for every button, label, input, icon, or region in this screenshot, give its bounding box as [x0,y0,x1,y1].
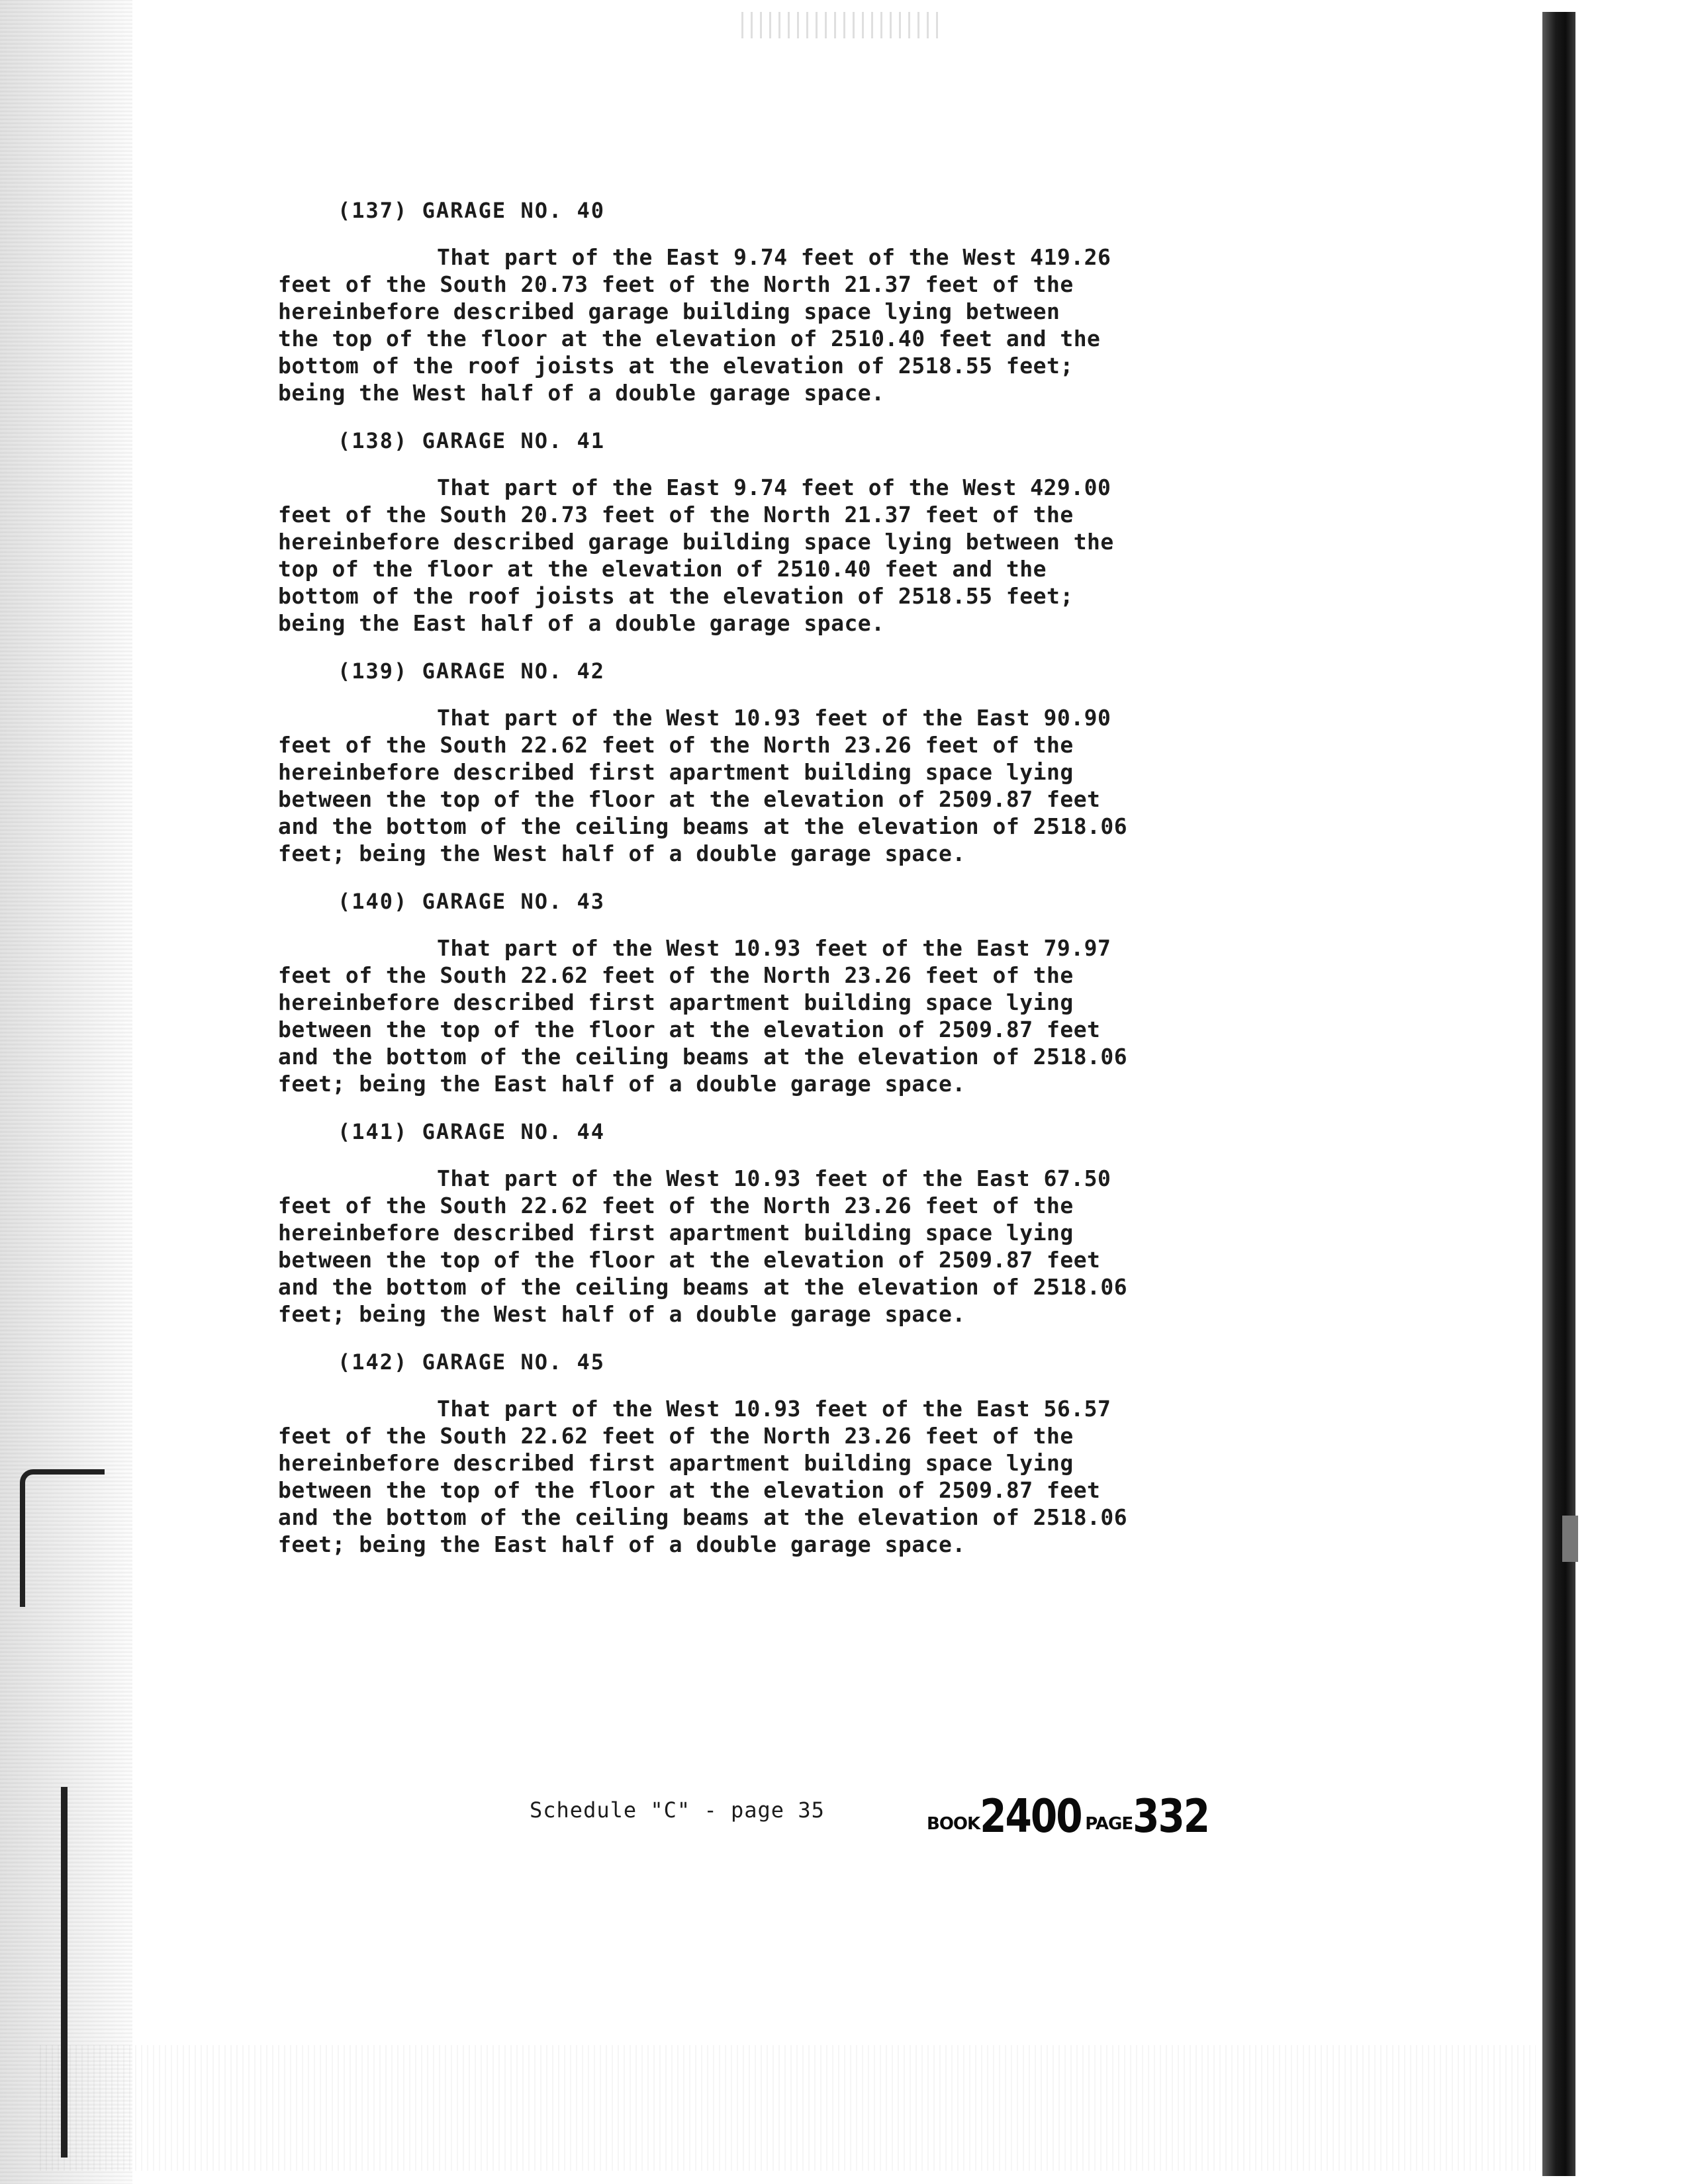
book-label: BOOK [927,1814,980,1834]
parcel-entry [278,883,1337,1097]
parcel-description: That part of the West 10.93 feet of the East 67.50 feet of the South 22.62 feet of the North 23.26 feet of the hereinbefore described first apartment building space lying between the top of the floor at the elevation of 2509.87 feet and the bottom of the ceiling beams at the elevation of 2518.06 feet; being the West half of a double garage space. [278,1165,1128,1327]
parcel-entry [278,422,1337,637]
page-footer [530,1789,1258,1843]
parcel-description: That part of the West 10.93 feet of the East 79.97 feet of the South 22.62 feet of the North 23.26 feet of the hereinbefore described first apartment building space lying between the top of the floor at the elevation of 2509.87 feet and the bottom of the ceiling beams at the elevation of 2518.06 feet; being the East half of a double garage space. [278,935,1128,1097]
page-label: PAGE [1085,1814,1133,1834]
page-number: 332 [1133,1789,1209,1843]
parcel-description: That part of the West 10.93 feet of the East 56.57 feet of the South 22.62 feet of the North 23.26 feet of the hereinbefore described first apartment building space lying between the top of the floor at the elevation of 2509.87 feet and the bottom of the ceiling beams at the elevation of 2518.06 feet; being the East half of a double garage space. [278,1396,1128,1557]
parcel-heading: (139) GARAGE NO. 42 [338,659,606,684]
document-body [278,192,1337,1574]
parcel-heading: (141) GARAGE NO. 44 [338,1119,606,1144]
book-number: 2400 [980,1789,1082,1843]
binding-mark [1562,1516,1578,1562]
binding-shadow [1542,12,1575,2176]
parcel-entry [278,192,1337,406]
scan-artifact-bracket [20,1469,105,1607]
parcel-entry [278,1343,1337,1558]
parcel-entry [278,1113,1337,1328]
parcel-entry [278,653,1337,867]
parcel-heading: (142) GARAGE NO. 45 [338,1349,606,1375]
scan-smudge [741,12,940,38]
parcel-description: That part of the East 9.74 feet of the West 419.26 feet of the South 20.73 feet of the North 21.37 feet of the hereinbefore described garage building space lying between the top of the floor at the elevation of 2510.40 feet and the bottom of the roof joists at the elevation of 2518.55 feet; being the West half of a double garage space. [278,244,1111,406]
book-page-stamp [927,1789,1209,1843]
scan-bottom-noise [40,2045,1536,2171]
parcel-description: That part of the West 10.93 feet of the East 90.90 feet of the South 22.62 feet of the North 23.26 feet of the hereinbefore described first apartment building space lying between the top of the floor at the elevation of 2509.87 feet and the bottom of the ceiling beams at the elevation of 2518.06 feet; being the West half of a double garage space. [278,705,1128,866]
schedule-page-label: Schedule "C" - page 35 [530,1797,825,1823]
parcel-heading: (137) GARAGE NO. 40 [338,198,606,223]
parcel-heading: (138) GARAGE NO. 41 [338,428,606,453]
parcel-description: That part of the East 9.74 feet of the West 429.00 feet of the South 20.73 feet of the North 21.37 feet of the hereinbefore described garage building space lying between the top of the floor at the elevation of 2510.40 feet and the bottom of the roof joists at the elevation of 2518.55 feet; being the East half of a double garage space. [278,475,1114,636]
parcel-heading: (140) GARAGE NO. 43 [338,889,606,914]
